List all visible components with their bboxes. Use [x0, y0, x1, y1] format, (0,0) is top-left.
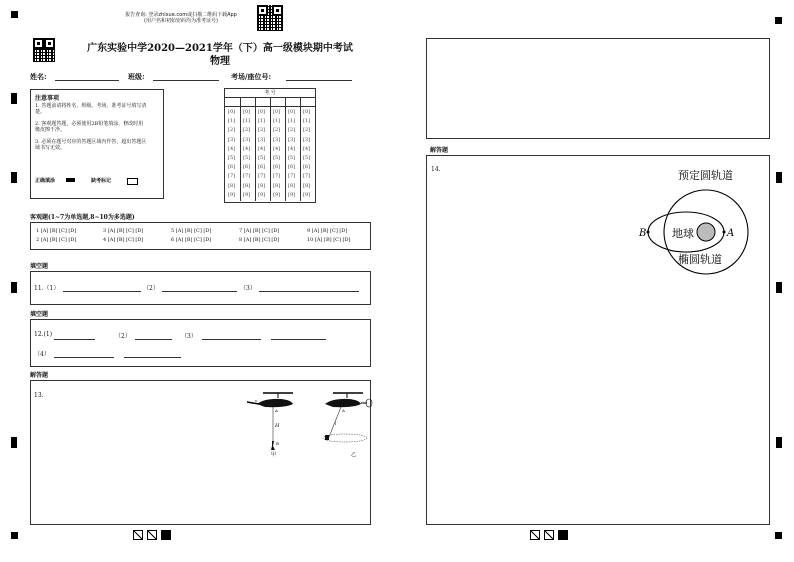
- exam-id-bubble[interactable]: [7]: [258, 173, 266, 180]
- q12-part2: （2）: [115, 333, 131, 340]
- exam-id-bubble[interactable]: [2]: [288, 127, 296, 134]
- answer14-box[interactable]: [426, 155, 770, 525]
- notes-item-3: 3. 必须在题号对应的答题区域内作答，超出答题区域书写无效。: [35, 139, 147, 151]
- exam-id-bubble[interactable]: [9]: [228, 191, 236, 198]
- registration-mark: [11, 532, 18, 539]
- q12-blank-2[interactable]: [135, 339, 172, 340]
- q12-blank-3[interactable]: [202, 339, 261, 340]
- exam-id-bubble[interactable]: [0]: [303, 109, 311, 115]
- timing-mark: [776, 282, 782, 293]
- mc-question-row[interactable]: 8 [A] [B] [C] [D]: [239, 237, 280, 243]
- exam-id-bubble[interactable]: [7]: [303, 173, 311, 180]
- q11-blank-1[interactable]: [63, 291, 141, 292]
- point-b-marker: [647, 231, 650, 234]
- exam-id-bubble[interactable]: [7]: [243, 173, 251, 180]
- fill2-heading: 填空题: [30, 311, 49, 318]
- exam-id-bubble[interactable]: [3]: [258, 136, 266, 143]
- svg-text:乙: 乙: [351, 452, 357, 458]
- svg-text:A: A: [275, 408, 278, 413]
- mc-question-row[interactable]: 2 [A] [B] [C] [D]: [36, 237, 77, 243]
- answer13-box[interactable]: [30, 380, 371, 525]
- notes-item-1: 1. 答题前请将姓名、班级、考场、准考证号填写清楚。: [35, 103, 147, 115]
- mc-question-row[interactable]: 1 [A] [B] [C] [D]: [36, 228, 77, 234]
- exam-id-bubble[interactable]: [6]: [273, 164, 281, 171]
- exam-id-bubble[interactable]: [1]: [288, 118, 296, 125]
- svg-text:A: A: [342, 408, 345, 413]
- exam-id-bubble[interactable]: [3]: [228, 136, 236, 143]
- exam-id-bubble[interactable]: [3]: [288, 136, 296, 143]
- point-a-marker: [723, 231, 726, 234]
- q13-label: 13.: [34, 392, 44, 399]
- answer14-heading: 解答题: [430, 147, 449, 154]
- exam-id-grid: [224, 88, 316, 203]
- exam-id-bubble[interactable]: [8]: [228, 182, 236, 189]
- exam-id-bubble[interactable]: [2]: [258, 127, 266, 134]
- exam-id-bubble[interactable]: [5]: [303, 155, 311, 161]
- exam-id-bubble[interactable]: [7]: [273, 173, 281, 180]
- timing-mark: [11, 93, 17, 104]
- exam-id-bubble[interactable]: [9]: [288, 191, 296, 198]
- answer13-heading: 解答题: [30, 372, 49, 379]
- answer-continuation-box[interactable]: [426, 38, 770, 139]
- exam-id-bubble[interactable]: [6]: [288, 164, 296, 171]
- room-seat-label: 考场/座位号:: [231, 72, 272, 81]
- exam-id-bubble[interactable]: [4]: [288, 145, 296, 152]
- exam-id-heading: 考 号: [264, 90, 276, 96]
- name-label: 姓名:: [30, 72, 47, 81]
- mc-question-row[interactable]: 10 [A] [B] [C] [D]: [307, 237, 351, 243]
- svg-text:v: v: [255, 398, 258, 403]
- mc-question-row[interactable]: 3 [A] [B] [C] [D]: [103, 228, 144, 234]
- timing-mark: [11, 172, 17, 183]
- mc-question-row[interactable]: 5 [A] [B] [C] [D]: [171, 228, 212, 234]
- fill1-heading: 填空题: [30, 263, 49, 270]
- exam-id-bubble[interactable]: [8]: [303, 182, 311, 189]
- exam-id-bubble[interactable]: [5]: [243, 155, 251, 161]
- mc-question-row[interactable]: 9 [A] [B] [C] [D]: [307, 228, 348, 234]
- exam-id-bubble[interactable]: [0]: [228, 109, 236, 115]
- absent-mark-label: 缺考标记: [91, 178, 112, 184]
- earth-icon: [697, 223, 715, 241]
- exam-id-bubble[interactable]: [1]: [258, 118, 266, 125]
- q12-part3: （3）: [181, 333, 197, 340]
- exam-id-bubble[interactable]: [9]: [243, 191, 251, 198]
- exam-id-bubble[interactable]: [6]: [258, 164, 266, 171]
- q12-blank-4[interactable]: [54, 357, 114, 358]
- notes-heading: 注意事项: [35, 95, 60, 102]
- q12-part4: （4）: [34, 351, 50, 358]
- q11-part3: （3）: [240, 285, 256, 292]
- report-notice: [116, 12, 246, 24]
- q11-blank-3[interactable]: [259, 291, 359, 292]
- exam-title: 广东实验中学2020—2021学年（下）高一级模块期中考试: [87, 43, 353, 54]
- helicopter-left-icon: [247, 393, 293, 450]
- exam-id-bubble[interactable]: [9]: [258, 191, 266, 198]
- page-mark-right: [530, 530, 568, 540]
- timing-mark: [776, 172, 782, 183]
- exam-id-bubble[interactable]: [3]: [243, 136, 251, 143]
- exam-id-bubble[interactable]: [8]: [273, 182, 281, 189]
- point-b-label: B: [639, 228, 647, 239]
- exam-id-bubble[interactable]: [3]: [303, 136, 311, 143]
- room-seat-field[interactable]: [286, 80, 352, 81]
- fill2-box: [30, 319, 371, 367]
- exam-id-bubble[interactable]: [8]: [258, 182, 266, 189]
- exam-id-bubble[interactable]: [1]: [303, 118, 311, 125]
- orbit-diagram: [638, 162, 768, 282]
- exam-id-bubble[interactable]: [2]: [228, 127, 236, 134]
- svg-text:B: B: [276, 441, 279, 446]
- exam-id-bubble[interactable]: [2]: [273, 127, 281, 134]
- qr-code-top: [257, 5, 283, 31]
- exam-id-bubble[interactable]: [9]: [303, 191, 311, 198]
- q12-blank-1[interactable]: [54, 339, 95, 340]
- exam-id-bubble[interactable]: [0]: [258, 109, 266, 115]
- exam-id-bubble[interactable]: [4]: [243, 145, 251, 152]
- notes-box: [30, 89, 164, 199]
- point-a-label: A: [727, 228, 735, 239]
- exam-id-bubble[interactable]: [0]: [288, 109, 296, 115]
- correct-fill-sample: [66, 178, 75, 182]
- exam-id-bubble[interactable]: [8]: [243, 182, 251, 189]
- svg-text:甲: 甲: [271, 452, 277, 458]
- q12-blank-3b[interactable]: [271, 339, 326, 340]
- exam-id-bubble[interactable]: [1]: [243, 118, 251, 125]
- objective-box: [30, 222, 371, 250]
- timing-mark: [776, 437, 782, 448]
- page-mark-left: [133, 530, 171, 540]
- exam-id-bubble[interactable]: [5]: [273, 155, 281, 161]
- preset-orbit-label: 预定圆轨道: [678, 169, 733, 182]
- exam-id-bubble[interactable]: [4]: [303, 145, 311, 152]
- exam-id-bubble[interactable]: [3]: [273, 136, 281, 143]
- exam-id-bubble[interactable]: [5]: [228, 155, 236, 161]
- fill1-box: [30, 271, 371, 305]
- objective-heading: 客观题(1~7为单选题,8~10为多选题): [30, 214, 135, 221]
- exam-id-bubble[interactable]: [7]: [228, 173, 236, 180]
- timing-mark: [11, 437, 17, 448]
- exam-id-bubble[interactable]: [9]: [273, 191, 281, 198]
- class-label: 班级:: [128, 72, 145, 81]
- helicopter-figure: [245, 389, 375, 459]
- registration-mark: [775, 532, 782, 539]
- q11-blank-2[interactable]: [162, 291, 237, 292]
- svg-text:H: H: [275, 423, 280, 429]
- q12-label: 12.(1): [34, 331, 53, 338]
- exam-id-bubble[interactable]: [1]: [228, 118, 236, 125]
- mc-question-row[interactable]: 4 [A] [B] [C] [D]: [103, 237, 144, 243]
- exam-id-bubble[interactable]: [5]: [258, 155, 266, 161]
- exam-id-bubble[interactable]: [7]: [288, 173, 296, 180]
- q11-label: 11.（1）: [34, 285, 60, 292]
- notes-item-2: 2. 客观题答题，必须使用2B铅笔填涂，修改时用橡皮擦干净。: [35, 121, 144, 133]
- timing-mark: [11, 282, 17, 293]
- name-field[interactable]: [55, 80, 119, 81]
- mc-question-row[interactable]: 6 [A] [B] [C] [D]: [171, 237, 212, 243]
- registration-mark: [11, 11, 18, 18]
- exam-id-bubble[interactable]: [4]: [258, 145, 266, 152]
- exam-id-bubble[interactable]: [6]: [243, 164, 251, 171]
- earth-label: 地球: [672, 227, 694, 240]
- exam-id-bubble[interactable]: [1]: [273, 118, 281, 125]
- svg-text:l: l: [335, 421, 337, 426]
- exam-id-bubble[interactable]: [2]: [243, 127, 251, 134]
- exam-id-bubble[interactable]: [6]: [303, 164, 311, 171]
- q11-part2: （2）: [143, 285, 159, 292]
- ellipse-orbit-label: 椭圆轨道: [678, 253, 722, 266]
- q12-blank-4b[interactable]: [124, 357, 181, 358]
- q14-label: 14.: [431, 166, 441, 173]
- qr-code-left: [33, 38, 55, 62]
- class-field[interactable]: [153, 80, 219, 81]
- exam-id-bubble[interactable]: [2]: [303, 127, 311, 134]
- exam-id-bubble[interactable]: [0]: [243, 109, 251, 115]
- exam-id-bubble[interactable]: [0]: [273, 109, 281, 115]
- exam-id-bubble[interactable]: [8]: [288, 182, 296, 189]
- correct-fill-label: 正确填涂: [35, 178, 56, 184]
- exam-id-bubble[interactable]: [6]: [228, 164, 236, 171]
- subject-title: 物理: [210, 56, 230, 67]
- registration-mark: [775, 17, 782, 24]
- exam-id-bubble[interactable]: [4]: [228, 145, 236, 152]
- exam-id-bubble[interactable]: [5]: [288, 155, 296, 161]
- exam-id-bubble[interactable]: [4]: [273, 145, 281, 152]
- notice-line-2: (用户名和初始密码均为准考证号): [144, 18, 218, 24]
- helicopter-right-icon: [323, 393, 372, 442]
- mc-question-row[interactable]: 7 [A] [B] [C] [D]: [239, 228, 280, 234]
- absent-mark-box[interactable]: [127, 178, 138, 185]
- notice-line-1: 报告查询: 登录zhixue.com或扫描二维码下载App: [125, 12, 237, 18]
